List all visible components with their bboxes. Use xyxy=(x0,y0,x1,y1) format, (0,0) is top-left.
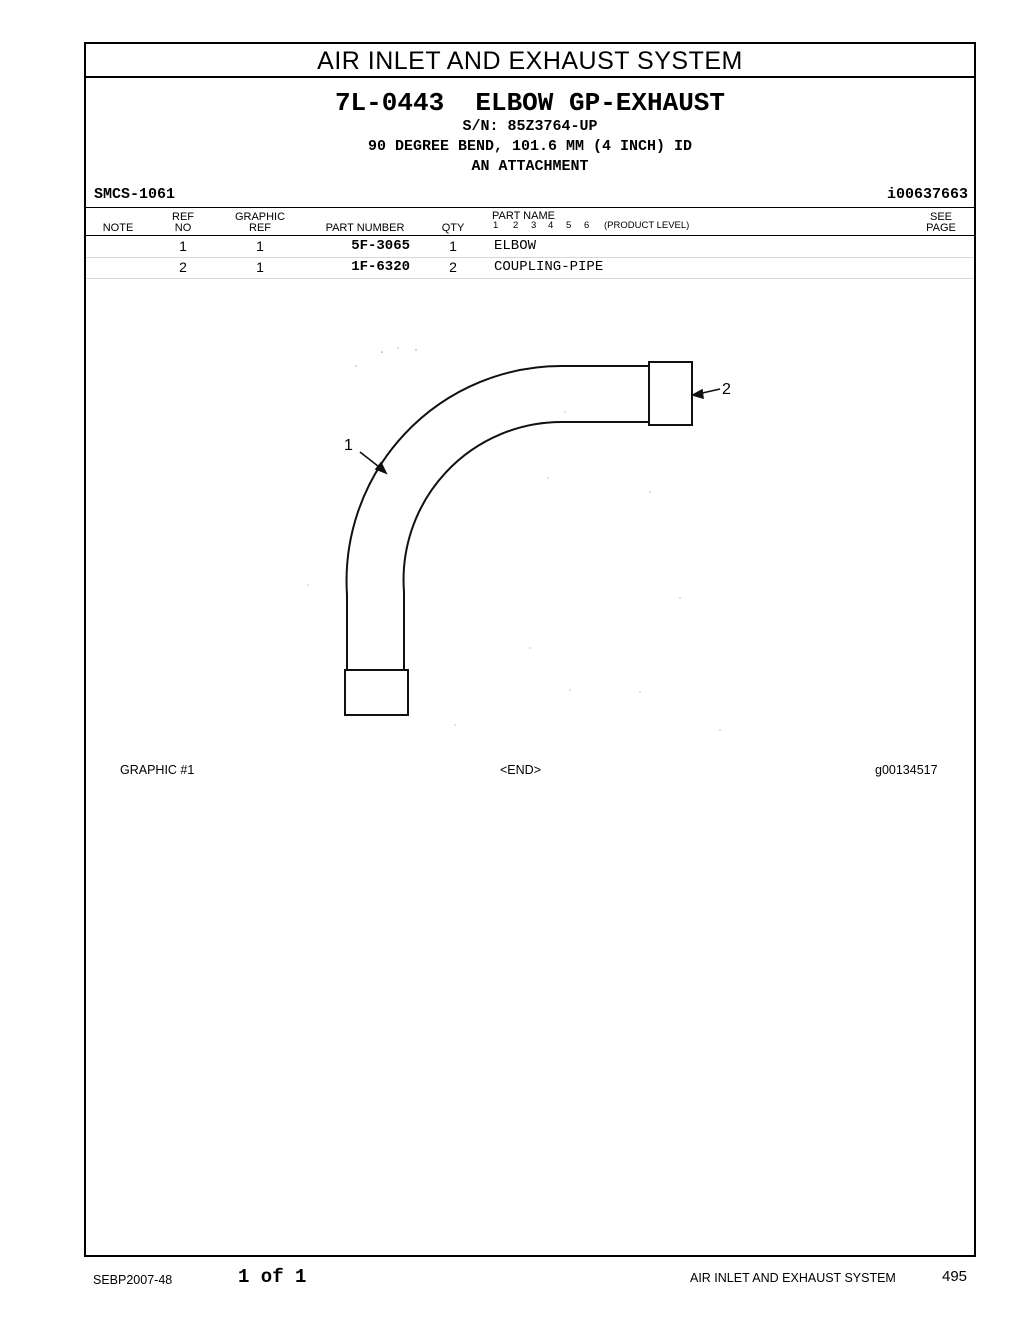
row1-part-name: ELBOW xyxy=(494,238,537,254)
group-title: 7L-0443 ELBOW GP-EXHAUST xyxy=(334,88,726,118)
row1-part-number[interactable]: 5F-3065 xyxy=(351,238,410,254)
elbow-drawing xyxy=(290,330,750,750)
group-description: 90 DEGREE BEND, 101.6 MM (4 INCH) ID xyxy=(367,138,693,155)
smcs-code: SMCS-1061 xyxy=(94,186,176,203)
col-ref-top: REF xyxy=(172,211,194,223)
attachment-note: AN ATTACHMENT xyxy=(471,158,589,175)
row-divider xyxy=(86,278,974,279)
callout-1-label: 1 xyxy=(344,437,353,454)
coupling-bottom xyxy=(345,670,408,715)
document-id: SEBP2007-48 xyxy=(93,1273,173,1287)
column-header-divider xyxy=(86,235,974,236)
row1-qty: 1 xyxy=(449,238,457,254)
col-note: NOTE xyxy=(102,222,134,234)
row2-qty: 2 xyxy=(449,259,457,275)
level-1: 1 xyxy=(493,220,499,231)
col-graphic-bottom: REF xyxy=(249,222,271,234)
elbow-inner-wall xyxy=(404,422,650,670)
serial-number: S/N: 85Z3764-UP xyxy=(462,118,598,135)
header-divider xyxy=(86,207,974,208)
level-2: 2 xyxy=(513,220,519,231)
row2-ref: 2 xyxy=(179,259,187,275)
row1-ref: 1 xyxy=(179,238,187,254)
col-ref-bottom: NO xyxy=(174,222,192,234)
row2-part-name: COUPLING-PIPE xyxy=(494,259,604,275)
level-5: 5 xyxy=(566,220,572,231)
level-3: 3 xyxy=(531,220,537,231)
level-6: 6 xyxy=(584,220,590,231)
graphic-id: g00134517 xyxy=(875,763,938,777)
callout-2-arrowhead xyxy=(693,390,703,398)
end-marker: <END> xyxy=(500,763,541,777)
coupling-top xyxy=(649,362,692,425)
row2-part-number[interactable]: 1F-6320 xyxy=(351,259,410,275)
elbow-outer-wall xyxy=(347,366,650,670)
row-divider xyxy=(86,257,974,258)
col-graphic-top: GRAPHIC xyxy=(234,211,286,223)
level-4: 4 xyxy=(548,220,554,231)
product-level-label: (PRODUCT LEVEL) xyxy=(604,220,690,231)
col-see-top: SEE xyxy=(929,211,952,223)
col-see-bottom: PAGE xyxy=(926,222,956,234)
illustration-id: i00637663 xyxy=(886,186,968,203)
col-part-name: PART NAME xyxy=(492,210,555,222)
section-title: AIR INLET AND EXHAUST SYSTEM xyxy=(86,44,974,78)
row2-graphic-ref: 1 xyxy=(256,259,264,275)
page-of: 1 of 1 xyxy=(238,1266,307,1288)
col-qty: QTY xyxy=(441,222,465,234)
footer-section: AIR INLET AND EXHAUST SYSTEM xyxy=(690,1271,896,1285)
col-part-number: PART NUMBER xyxy=(325,222,405,234)
callout-2-label: 2 xyxy=(722,381,731,398)
graphic-label: GRAPHIC #1 xyxy=(120,763,195,777)
row1-graphic-ref: 1 xyxy=(256,238,264,254)
page-number: 495 xyxy=(942,1268,968,1285)
